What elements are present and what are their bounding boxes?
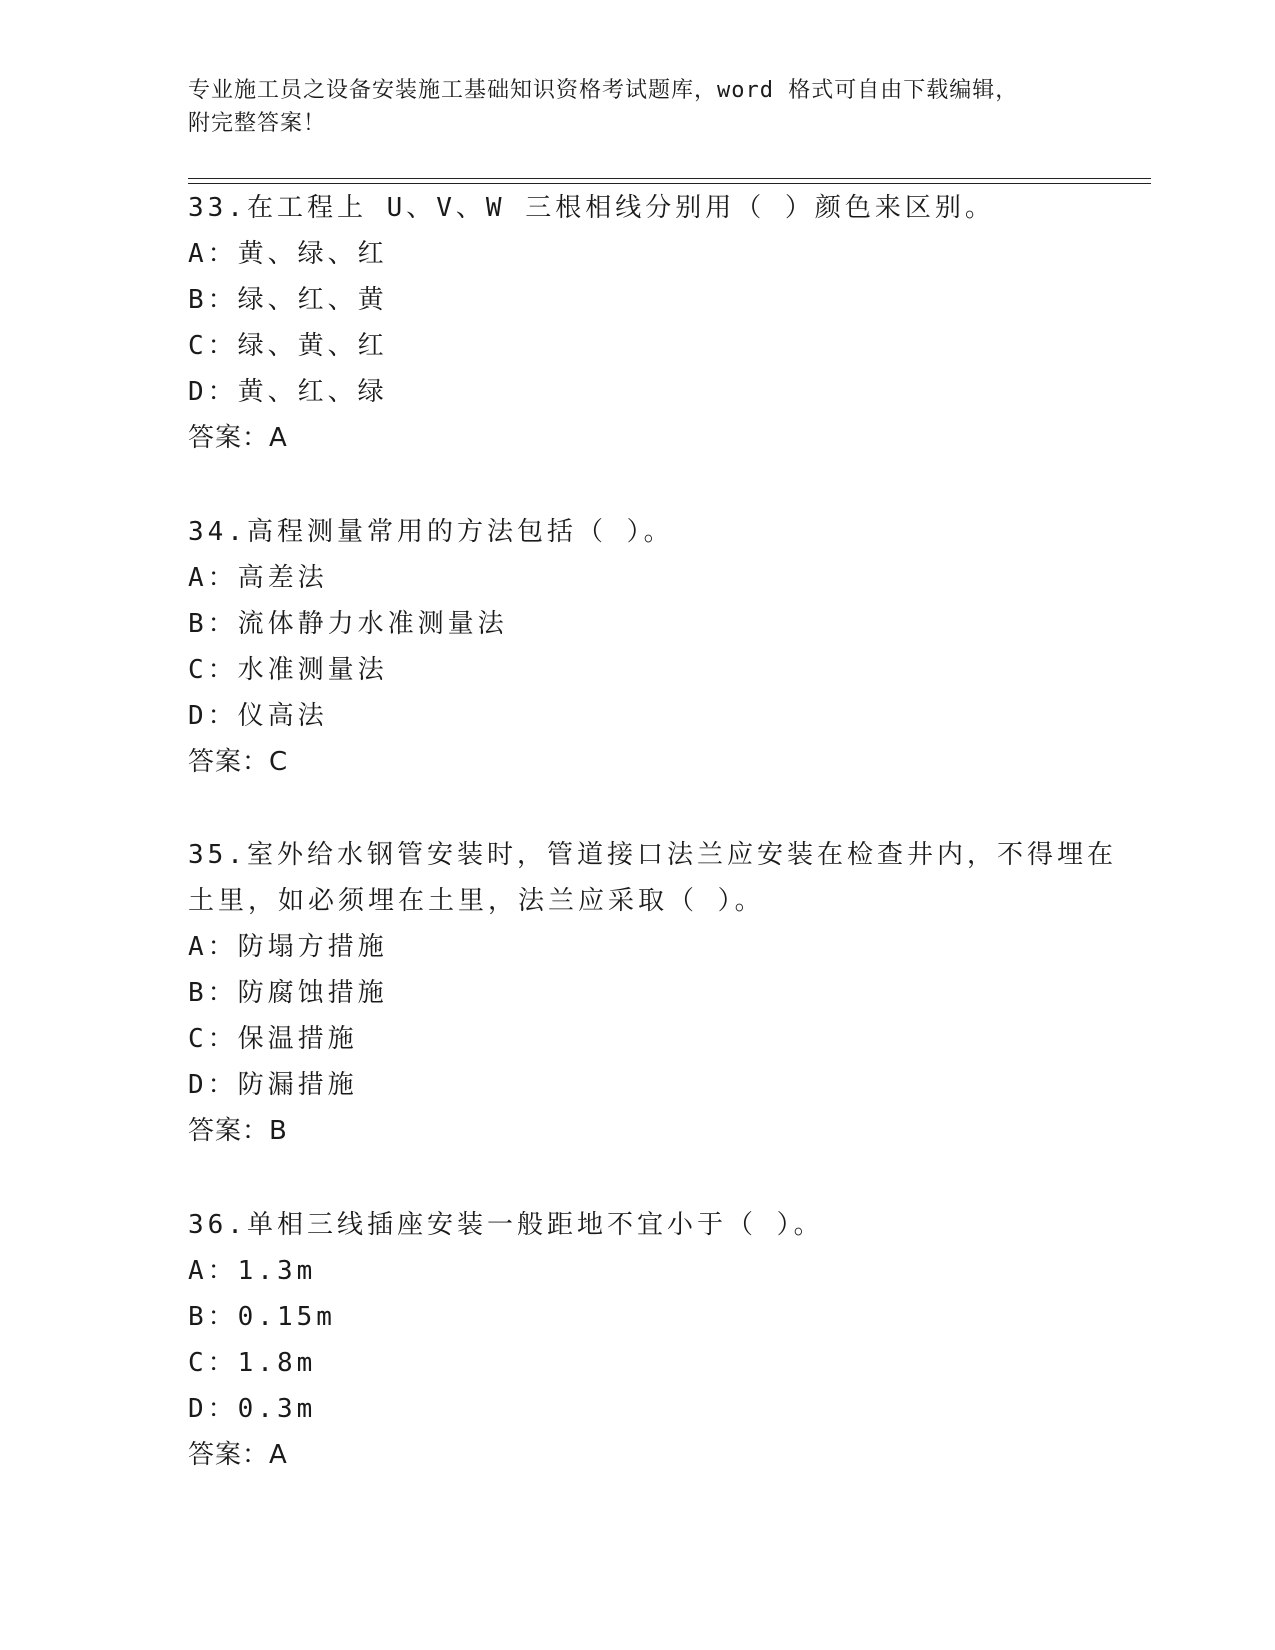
header-divider-bottom <box>188 183 1151 184</box>
option-d: D：0.3m <box>188 1394 317 1424</box>
question-stem: 33.在工程上 U、V、W 三根相线分别用（ ）颜色来区别。 <box>188 193 995 223</box>
option-d: D：防漏措施 <box>188 1070 358 1100</box>
option-b: B：0.15m <box>188 1302 336 1332</box>
question-stem-line-1: 35.室外给水钢管安装时，管道接口法兰应安装在检查井内，不得埋在 <box>188 840 1117 870</box>
option-d: D：黄、红、绿 <box>188 377 388 407</box>
option-a: A：1.3m <box>188 1256 317 1286</box>
option-d: D：仪高法 <box>188 701 328 731</box>
header-line-1: 专业施工员之设备安装施工基础知识资格考试题库，word 格式可自由下载编辑， <box>188 78 1019 103</box>
answer: 答案：A <box>188 1440 288 1470</box>
option-b: B：流体静力水准测量法 <box>188 609 508 639</box>
question-34 <box>188 509 1088 785</box>
question-33 <box>188 185 1088 461</box>
header-divider-top <box>188 178 1151 179</box>
question-stem-line-2: 土里，如必须埋在土里，法兰应采取（ ）。 <box>188 886 765 916</box>
option-b: B：防腐蚀措施 <box>188 978 388 1008</box>
question-35 <box>188 832 1117 1154</box>
question-stem: 34.高程测量常用的方法包括（ ）。 <box>188 517 674 547</box>
option-c: C：保温措施 <box>188 1024 358 1054</box>
option-b: B：绿、红、黄 <box>188 285 388 315</box>
question-36 <box>188 1202 1088 1478</box>
answer: 答案：B <box>188 1116 288 1146</box>
question-stem: 36.单相三线插座安装一般距地不宜小于（ ）。 <box>188 1210 824 1240</box>
option-c: C：绿、黄、红 <box>188 331 388 361</box>
option-c: C：1.8m <box>188 1348 317 1378</box>
option-c: C：水准测量法 <box>188 655 388 685</box>
document-header <box>188 74 1088 140</box>
option-a: A：防塌方措施 <box>188 932 388 962</box>
option-a: A：黄、绿、红 <box>188 239 388 269</box>
header-line-2: 附完整答案！ <box>188 111 327 136</box>
answer: 答案：C <box>188 747 289 777</box>
answer: 答案：A <box>188 423 288 453</box>
option-a: A：高差法 <box>188 563 328 593</box>
